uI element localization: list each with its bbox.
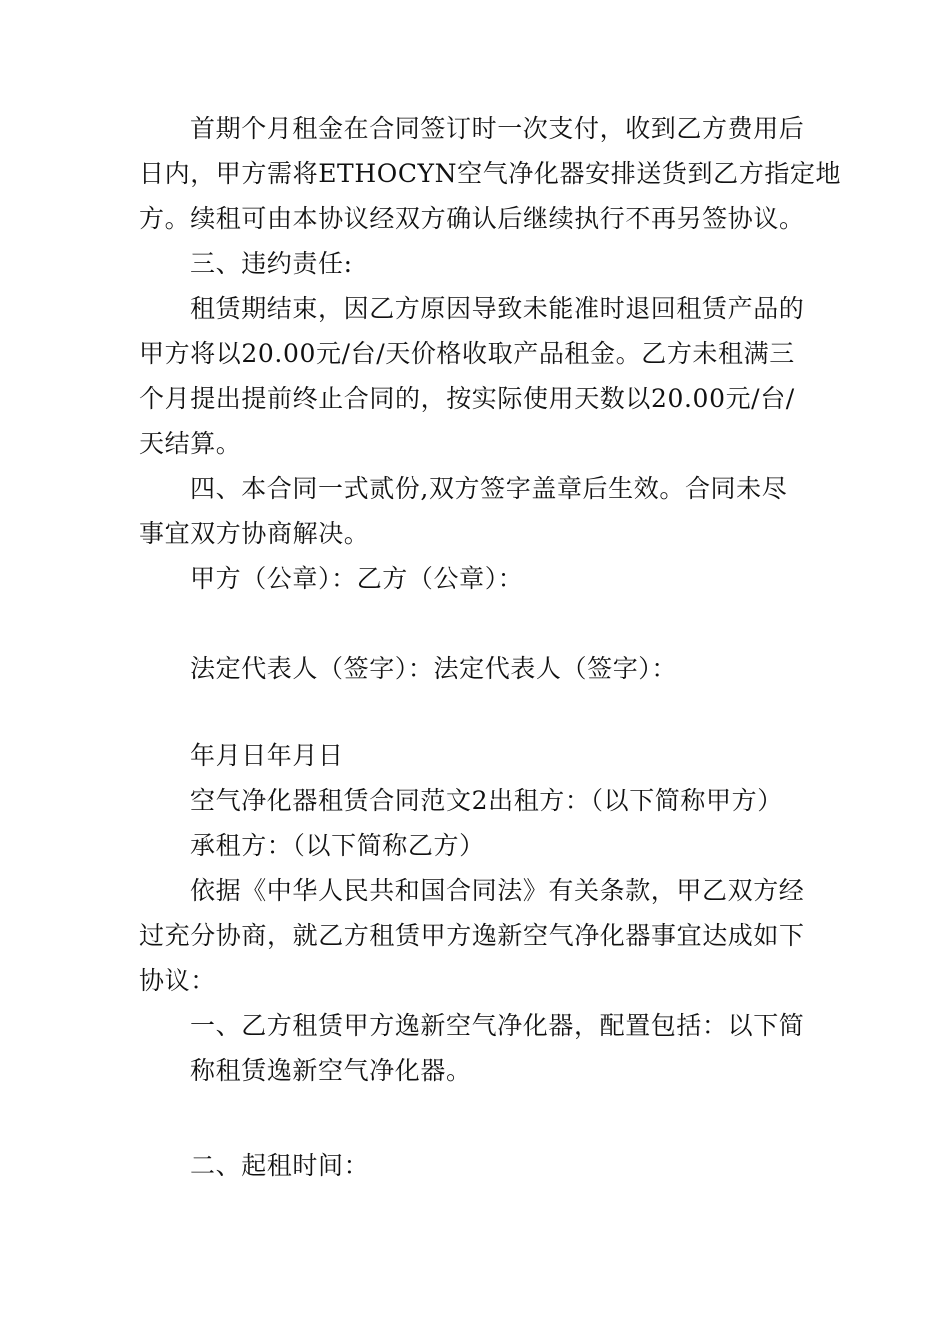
representative-line: 法定代表人（签字）：法定代表人（签字）： [190,654,678,683]
paragraph-payment-line-1: 首期个月租金在合同签订时一次支付，收到乙方费用后 [190,114,805,143]
paragraph-breach-line-2: 甲方将以20.00元/台/天价格收取产品租金。乙方未租满三 [139,339,795,368]
contract-2-title: 空气净化器租赁合同范文2出租方：（以下简称甲方） [190,786,783,815]
paragraph-breach-line-3: 个月提出提前终止合同的，按实际使用天数以20.00元/台/ [139,384,795,413]
paragraph-basis-line-3: 协议： [139,966,216,995]
paragraph-payment-line-3: 方。续租可由本协议经双方确认后继续执行不再另签协议。 [139,204,805,233]
clause-one-line-2: 称租赁逸新空气净化器。 [190,1056,472,1085]
date-line: 年月日年月日 [190,741,344,770]
paragraph-breach-line-4: 天结算。 [139,429,242,458]
paragraph-basis-line-1: 依据《中华人民共和国合同法》有关条款，甲乙双方经 [190,876,805,905]
lessee-line: 承租方：（以下简称乙方） [190,831,485,860]
paragraph-basis-line-2: 过充分协商，就乙方租赁甲方逸新空气净化器事宜达成如下 [139,921,805,950]
seal-line: 甲方（公章）：乙方（公章）： [190,564,524,593]
paragraph-effect-line-2: 事宜双方协商解决。 [139,519,370,548]
section-heading-breach: 三、违约责任: [190,249,353,278]
paragraph-effect-line-1: 四、本合同一式贰份,双方签字盖章后生效。合同未尽 [190,474,788,503]
clause-one-line-1: 一、乙方租赁甲方逸新空气净化器，配置包括：以下简 [190,1011,805,1040]
paragraph-payment-line-2: 日内，甲方需将ETHOCYN空气净化器安排送货到乙方指定地 [139,159,842,188]
paragraph-breach-line-1: 租赁期结束，因乙方原因导致未能准时退回租赁产品的 [190,294,805,323]
clause-two-heading: 二、起租时间： [190,1151,370,1180]
